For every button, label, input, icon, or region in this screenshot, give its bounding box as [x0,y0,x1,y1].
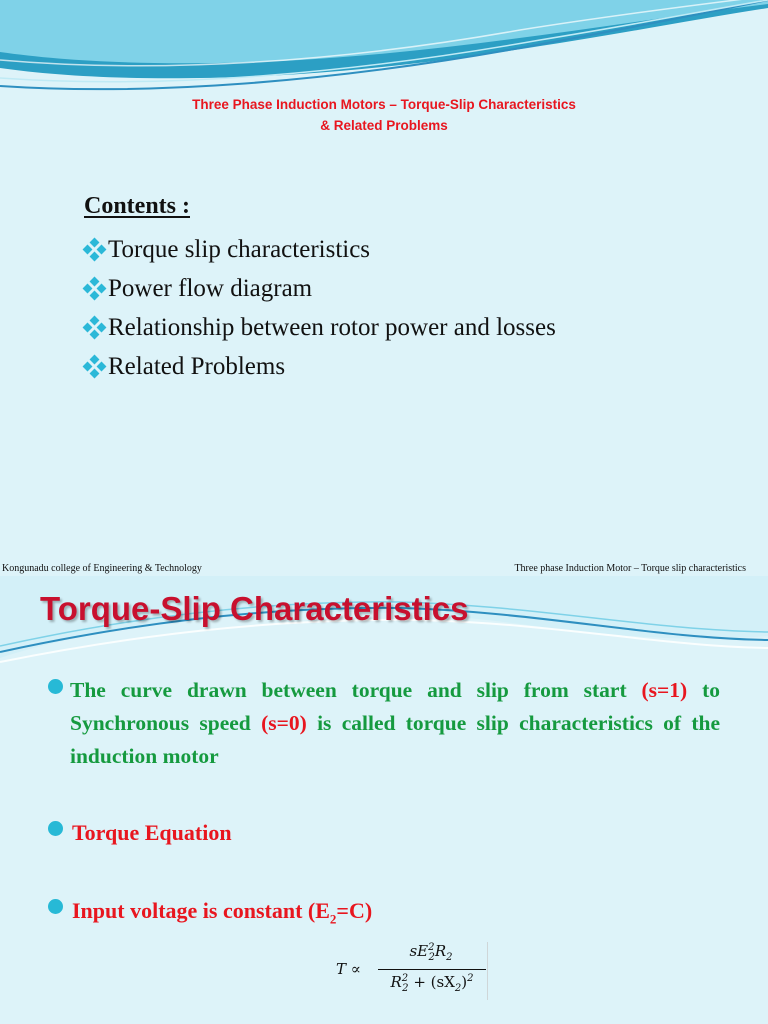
footer-topic: Three phase Induction Motor – Torque slip characteristics [514,563,746,574]
formula-sub: 2 [454,983,462,994]
bullet-dot-icon [48,821,63,836]
formula-sub: 2 [402,983,409,994]
diamond-bullet-icon [84,317,106,339]
paragraph-text: to Synchronous speed [70,678,720,735]
list-item-label: Torque slip characteristics [108,236,371,263]
formula-sub: 2 [446,952,453,963]
footer-college: Kongunadu college of Engineering & Technology [2,563,202,574]
input-voltage-text: Input voltage is constant (E [72,898,330,923]
bullet-dot-icon [48,899,63,914]
list-item-label: Related Problems [108,353,286,380]
list-item [84,269,556,308]
bullet-dot-icon [48,679,63,694]
title-line-1: Three Phase Induction Motors – Torque-Slip Characteristics [192,97,576,112]
diamond-bullet-icon [84,278,106,300]
slide-1-title [0,94,768,136]
list-item [84,347,556,386]
torque-formula [336,942,491,1000]
list-item-label: Power flow diagram [108,275,313,302]
fraction-bar [378,969,486,970]
paragraph-text: The curve drawn between torque and slip from start [70,678,642,702]
formula-text: R [390,973,402,991]
paragraph-text: is called torque slip characteristics of the induction motor [70,711,721,768]
formula-image-edge [487,942,488,1000]
input-voltage-sub: 2 [329,911,337,927]
input-voltage-text-end: =C) [336,898,373,923]
torque-equation-item: Torque Equation [72,820,232,845]
formula-denominator [378,973,486,994]
formula-text: sE [409,942,429,960]
contents-list [84,230,556,386]
definition-paragraph [70,674,720,773]
formula-sup: 2 [428,942,435,953]
formula-text: + (sX [408,973,455,991]
diamond-bullet-icon [84,239,106,261]
slide-2 [0,576,768,1024]
slip-start-value: (s=1) [641,678,688,702]
list-item [84,230,556,269]
diamond-bullet-icon [84,356,106,378]
formula-sub: 2 [428,952,435,963]
formula-text: ) [461,973,468,991]
formula-sup: 2 [467,973,474,984]
formula-numerator [379,942,483,963]
title-line-2: & Related Problems [320,118,448,133]
formula-lhs: T ∝ [336,960,361,978]
list-item-label: Relationship between rotor power and losses [108,314,556,341]
formula-text: R [434,942,447,960]
slide-2-title: Torque-Slip Characteristics [40,590,469,627]
top-wave-decoration [0,0,768,100]
contents-heading: Contents : [84,193,190,219]
slip-sync-value: (s=0) [261,711,307,735]
input-voltage-item [72,898,372,927]
list-item [84,308,556,347]
formula-sup: 2 [401,973,409,984]
